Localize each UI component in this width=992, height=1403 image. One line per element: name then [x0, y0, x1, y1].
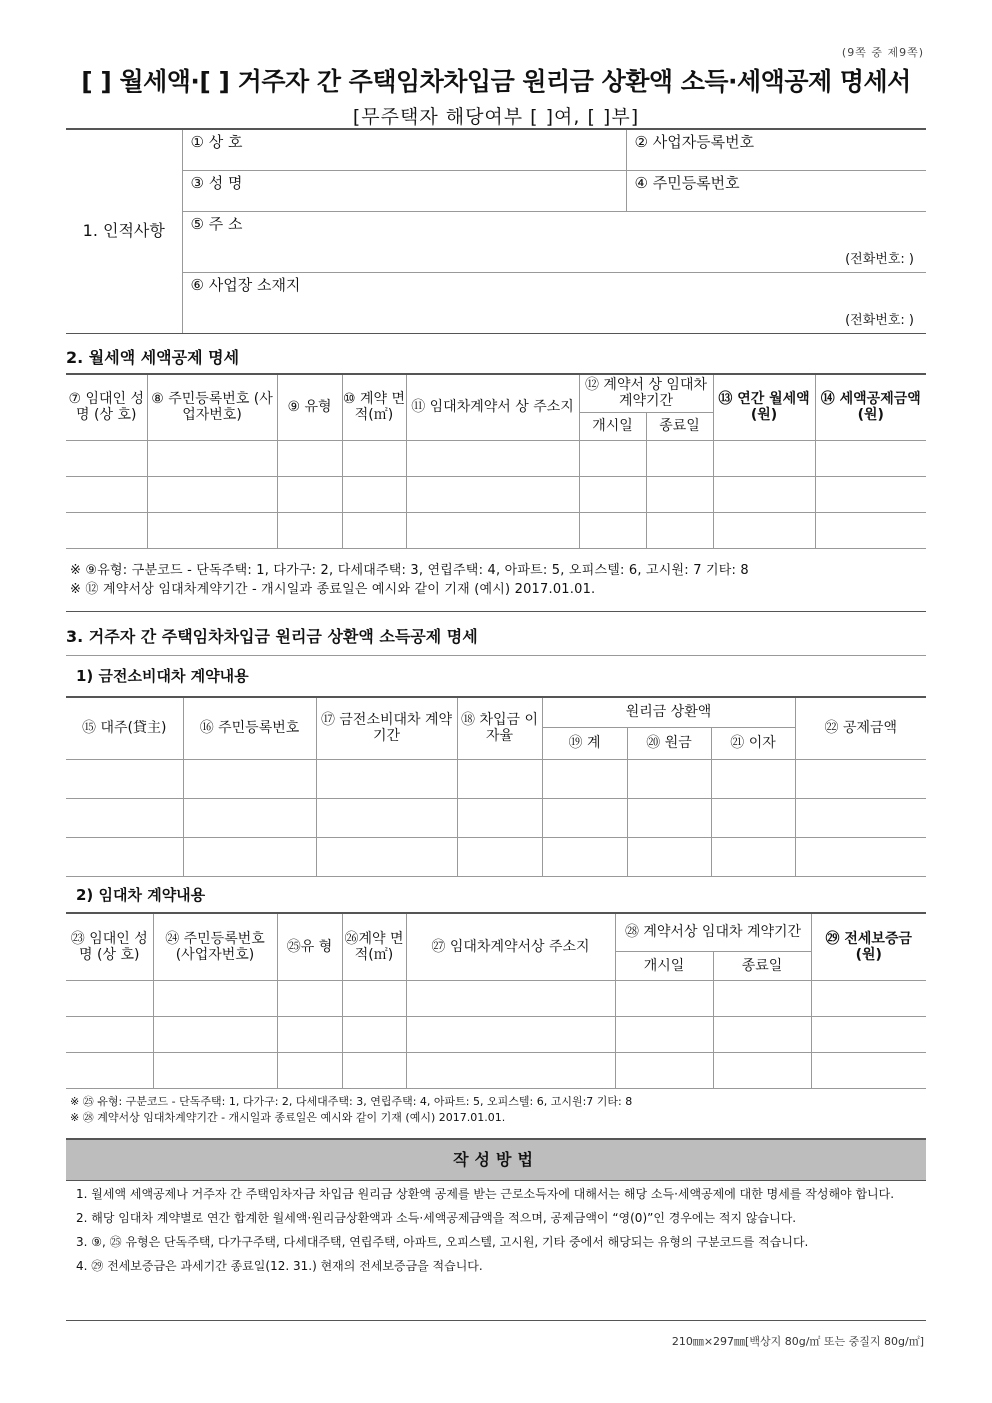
field-business-name[interactable]: ① 상 호	[182, 129, 626, 170]
table-row	[66, 798, 926, 837]
header-interest-rate: ⑱ 차입금 이자율	[457, 697, 542, 759]
section2-label: 2. 월세액 세액공제 명세	[66, 348, 240, 367]
header-end-date: 종료일	[713, 951, 811, 980]
header-reg-no: ㉔ 주민등록번호 (사업자번호)	[153, 913, 277, 980]
sub1-label: 1) 금전소비대차 계약내용	[76, 667, 249, 685]
section1-label: 1. 인적사항	[66, 129, 182, 333]
header-interest: ㉑ 이자	[711, 727, 795, 759]
header-lender: ⑮ 대주(貸主)	[66, 697, 183, 759]
table-row	[66, 476, 926, 512]
field-resident-reg-no[interactable]: ④ 주민등록번호	[626, 170, 926, 211]
divider	[66, 333, 926, 334]
address-label: ⑤ 주 소	[190, 214, 243, 233]
header-type: ⑨ 유형	[277, 374, 342, 440]
header-landlord: ⑦ 임대인 성 명 (상 호)	[66, 374, 147, 440]
header-address: ⑪ 임대차계약서 상 주소지	[406, 374, 579, 440]
header-deposit: ㉙ 전세보증금 (원)	[811, 913, 926, 980]
header-type: ㉕유 형	[277, 913, 342, 980]
field-business-reg-no[interactable]: ② 사업자등록번호	[626, 129, 926, 170]
table-row	[66, 512, 926, 548]
header-lender-reg-no: ⑯ 주민등록번호	[183, 697, 316, 759]
table-row	[66, 759, 926, 798]
table-row	[66, 1016, 926, 1052]
workplace-label: ⑥ 사업장 소재지	[190, 275, 301, 294]
header-area: ㉖계약 면적(㎡)	[342, 913, 406, 980]
field-workplace[interactable]	[182, 272, 926, 333]
method-list	[76, 1182, 922, 1278]
table-row	[66, 1052, 926, 1088]
method-item: 2. 해당 임대차 계약별로 연간 합계한 월세액·원리금상환액과 소득·세액공제금액을 적으며, 공제금액이 “영(0)”인 경우에는 적지 않습니다.	[76, 1211, 797, 1225]
period-note: ※ ⑫ 계약서상 임대차계약기간 - 개시일과 종료일은 예시와 같이 기재 (예시) 2017.01.01.	[70, 582, 596, 597]
type-code-note: ※ ⑨유형: 구분코드 - 단독주택: 1, 다가구: 2, 다세대주택: 3, 연립주택: 4, 아파트: 5, 오피스텔: 6, 고시원: 7 기타: 8	[70, 563, 749, 578]
table-row	[66, 980, 926, 1016]
personal-info-table	[66, 128, 926, 334]
paper-spec: 210㎜×297㎜[백상지 80g/㎡ 또는 중질지 80g/㎡]	[671, 1335, 924, 1348]
section3-label: 3. 거주자 간 주택임차차입금 원리금 상환액 소득공제 명세	[66, 627, 478, 646]
form-title: [ ] 월세액·[ ] 거주자 간 주택임차차입금 원리금 상환액 소득·세액공제 명세서	[81, 67, 911, 96]
header-period: ⑫ 계약서 상 임대차 계약기간	[579, 374, 713, 412]
period-note: ※ ㉘ 계약서상 임대차계약기간 - 개시일과 종료일은 예시와 같이 기재 (예시) 2017.01.01.	[70, 1111, 506, 1124]
divider	[66, 655, 926, 656]
table-row	[66, 837, 926, 876]
divider	[66, 611, 926, 612]
header-tax-credit: ⑭ 세액공제금액 (원)	[815, 374, 926, 440]
header-annual-rent: ⑬ 연간 월세액(원)	[713, 374, 815, 440]
divider	[66, 1320, 926, 1321]
workplace-phone: (전화번호: )	[845, 312, 914, 328]
loan-table	[66, 696, 926, 877]
page-number: (9쪽 중 제9쪽)	[841, 46, 924, 59]
method-title: 작성방법	[66, 1138, 926, 1181]
monthly-rent-table	[66, 373, 926, 549]
table-row	[66, 440, 926, 476]
method-item: 3. ⑨, ㉕ 유형은 단독주택, 다가구주택, 다세대주택, 연립주택, 아파트, 오피스텔, 고시원, 기타 중에서 해당되는 유형의 구분코드를 적습니다.	[76, 1235, 809, 1249]
lease-table	[66, 912, 926, 1089]
field-name[interactable]: ③ 성 명	[182, 170, 626, 211]
header-address: ㉗ 임대차계약서상 주소지	[406, 913, 615, 980]
method-item: 4. ㉙ 전세보증금은 과세기간 종료일(12. 31.) 현재의 전세보증금을 적습니다.	[76, 1259, 483, 1273]
header-start-date: 개시일	[615, 951, 713, 980]
header-total: ⑲ 계	[542, 727, 627, 759]
header-period: ㉘ 계약서상 임대차 계약기간	[615, 913, 811, 951]
address-phone: (전화번호: )	[845, 251, 914, 267]
header-landlord: ㉓ 임대인 성 명 (상 호)	[66, 913, 153, 980]
header-reg-no: ⑧ 주민등록번호 (사업자번호)	[147, 374, 277, 440]
header-start-date: 개시일	[579, 412, 646, 440]
sub2-label: 2) 임대차 계약내용	[76, 886, 206, 904]
field-address[interactable]	[182, 211, 926, 272]
header-end-date: 종료일	[646, 412, 713, 440]
header-principal: ⑳ 원금	[627, 727, 711, 759]
type-code-note: ※ ㉕ 유형: 구분코드 - 단독주택: 1, 다가구: 2, 다세대주택: 3, 연립주택: 4, 아파트: 5, 오피스텔: 6, 고시원:7 기타: 8	[70, 1095, 633, 1108]
header-area: ⑩ 계약 면적(㎡)	[342, 374, 406, 440]
form-subtitle: [무주택자 해당여부 [ ]여, [ ]부]	[352, 106, 640, 128]
method-item: 1. 월세액 세액공제나 거주자 간 주택임차자금 차입금 원리금 상환액 공제를 받는 근로소득자에 대해서는 해당 소득·세액공제에 대한 명세를 작성해야 합니다.	[76, 1187, 895, 1201]
header-loan-period: ⑰ 금전소비대차 계약기간	[316, 697, 457, 759]
header-repayment: 원리금 상환액	[542, 697, 795, 727]
header-deduction: ㉒ 공제금액	[795, 697, 926, 759]
